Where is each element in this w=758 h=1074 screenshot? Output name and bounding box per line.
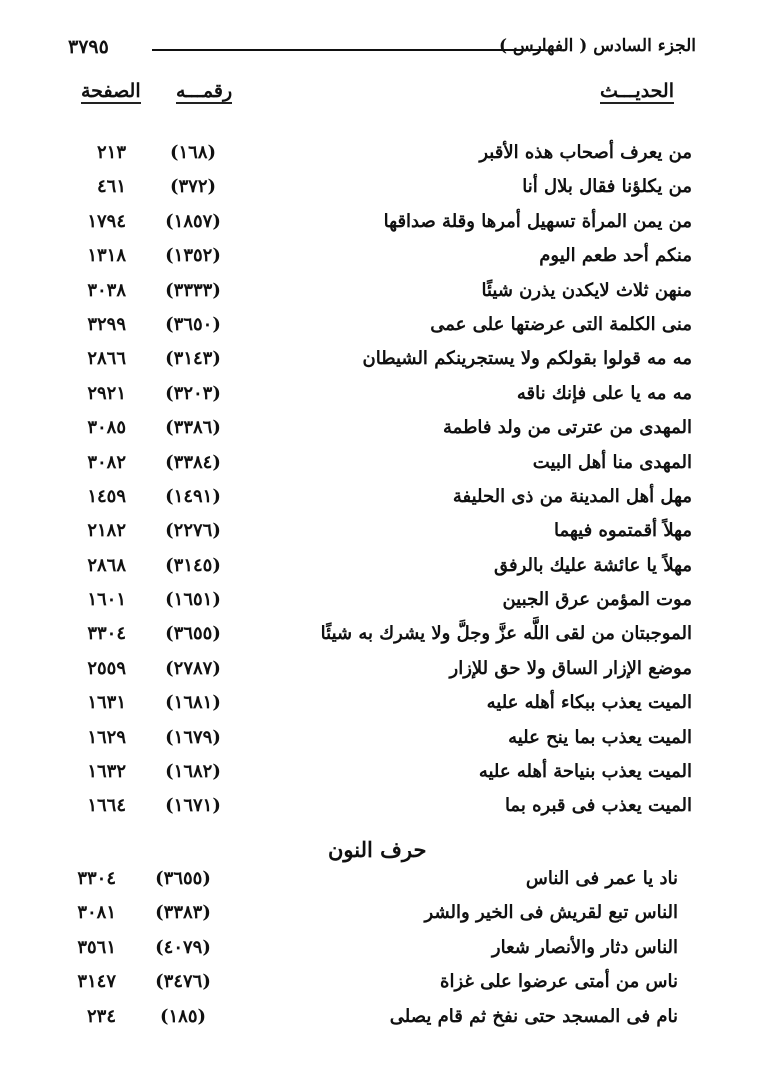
page-ref: ١٦٣١ (87, 692, 126, 714)
table-row (0, 757, 758, 791)
hadith-text: الميت يعذب بنياحة أهله عليه (478, 761, 692, 783)
table-row (0, 138, 758, 172)
page-ref: ٢٨٦٦ (87, 348, 126, 370)
table-row (0, 1002, 758, 1036)
table-row (0, 413, 758, 447)
table-row (0, 344, 758, 378)
page-ref: ٣٠٨٥ (87, 417, 126, 439)
page-header (60, 34, 696, 64)
table-row (0, 864, 758, 898)
hadith-text: مه مه يا على فإنك ناقه (516, 382, 692, 404)
page-ref: ١٣١٨ (87, 245, 126, 267)
hadith-text: ناس من أمتى عرضوا على غزاة (440, 971, 678, 993)
table-row (0, 933, 758, 967)
hadith-number: (٣١٤٥) (165, 554, 221, 576)
hadith-number: (٣٣٨٤) (165, 451, 221, 473)
table-row (0, 448, 758, 482)
hadith-number: (١٦٨١) (165, 692, 221, 714)
hadith-text: موضع الإزار الساق ولا حق للإزار (449, 657, 692, 679)
hadith-number: (١٦٧٩) (165, 726, 221, 748)
hadith-number: (٢٧٨٧) (165, 657, 221, 679)
column-header-number: رقمـــه (176, 80, 233, 102)
table-row (0, 654, 758, 688)
page-ref: ١٦٠١ (87, 589, 126, 611)
table-row (0, 619, 758, 653)
hadith-text: من يمن المرأة تسهيل أمرها وقلة صداقها (383, 210, 692, 232)
page-ref: ٣٣٠٤ (87, 623, 126, 645)
page-ref: ٢٣٤ (86, 1005, 116, 1027)
page-ref: ١٤٥٩ (87, 485, 126, 507)
table-row (0, 516, 758, 550)
hadith-text: مهلاً أقمتموه فيهما (553, 520, 692, 542)
page-ref: ١٦٢٩ (87, 726, 126, 748)
page-ref: ٣٢٩٩ (87, 313, 126, 335)
page-ref: ٢٩٢١ (87, 382, 126, 404)
hadith-number: (٣٣٨٦) (165, 417, 221, 439)
page-ref: ٤٦١ (96, 176, 126, 198)
table-row (0, 898, 758, 932)
header-rule (152, 49, 544, 51)
page-ref: ١٧٩٤ (87, 210, 126, 232)
hadith-text: الميت يعذب فى قبره بما (504, 795, 692, 817)
table-row (0, 241, 758, 275)
hadith-text: الموجبتان من لقى اللَّه عزَّ وجلَّ ولا يشرك به شيئًا (320, 623, 692, 645)
hadith-number: (٣٣٣٣) (165, 279, 221, 301)
hadith-number: (٣٦٥٥) (155, 868, 211, 889)
page-ref: ٣٠٨٢ (87, 451, 126, 473)
hadith-text: منى الكلمة التى عرضتها على عمى (430, 313, 692, 335)
page-ref: ٣٠٨١ (77, 902, 116, 924)
hadith-text: ناد يا عمر فى الناس (525, 868, 678, 889)
hadith-text: مه مه قولوا بقولكم ولا يستجرينكم الشيطان (362, 348, 692, 370)
page-ref: ٢٥٥٩ (87, 657, 126, 679)
hadith-text: نام فى المسجد حتى نفخ ثم قام يصلى (389, 1005, 678, 1027)
hadith-number: (١٦٧١) (165, 795, 221, 817)
hadith-number: (١٣٥٢) (165, 245, 221, 267)
hadith-text: منهن ثلاث لايكدن يذرن شيئًا (481, 279, 692, 301)
table-row (0, 379, 758, 413)
hadith-number: (٣٣٨٣) (155, 902, 211, 924)
page-ref: ٣٠٣٨ (87, 279, 126, 301)
section-table (0, 864, 758, 1036)
table-row (0, 723, 758, 757)
table-row (0, 207, 758, 241)
hadith-text: مهل أهل المدينة من ذى الحليفة (452, 485, 692, 507)
hadith-number: (٣٦٥٠) (165, 313, 221, 335)
hadith-number: (٣٧٢) (169, 176, 217, 198)
hadith-number: (٣٢٠٣) (165, 382, 221, 404)
hadith-number: (٣٦٥٥) (165, 623, 221, 645)
page-ref: ٢٨٦٨ (87, 554, 126, 576)
hadith-number: (١٤٩١) (165, 485, 221, 507)
column-header-hadith: الحديـــث (600, 80, 674, 102)
page-ref: ١٦٣٢ (87, 761, 126, 783)
hadith-number: (١٨٥) (159, 1005, 207, 1027)
page-number: ٣٧٩٥ (68, 36, 109, 58)
table-row (0, 482, 758, 516)
hadith-text: الناس دثار والأنصار شعار (491, 936, 678, 958)
column-header-page: الصفحة (81, 80, 141, 102)
page-ref: ٣١٤٧ (77, 971, 116, 993)
hadith-number: (٣٤٧٦) (155, 971, 211, 993)
page-ref: ٣٥٦١ (77, 936, 116, 958)
table-row (0, 310, 758, 344)
section-heading: حرف النون (328, 837, 427, 862)
hadith-number: (١٨٥٧) (165, 210, 221, 232)
table-row (0, 585, 758, 619)
page-ref: ٢١٣ (96, 142, 126, 163)
table-row (0, 967, 758, 1001)
hadith-number: (١٦٨) (169, 142, 217, 163)
hadith-number: (٣١٤٣) (165, 348, 221, 370)
table-row (0, 172, 758, 206)
hadith-number: (١٦٨٢) (165, 761, 221, 783)
table-row (0, 551, 758, 585)
table-row (0, 791, 758, 825)
hadith-text: المهدى منا أهل البيت (532, 451, 692, 473)
hadith-number: (٢٢٧٦) (165, 520, 221, 542)
hadith-text: الميت يعذب ببكاء أهله عليه (486, 692, 692, 714)
hadith-text: المهدى من عترتى من ولد فاطمة (443, 417, 692, 439)
hadith-text: الميت يعذب بما ينح عليه (508, 726, 692, 748)
index-table (0, 138, 758, 826)
table-row (0, 276, 758, 310)
hadith-text: من يكلؤنا فقال بلال أنا (522, 176, 692, 198)
hadith-number: (٤٠٧٩) (155, 936, 211, 958)
hadith-number: (١٦٥١) (165, 589, 221, 611)
hadith-text: منكم أحد طعم اليوم (539, 245, 692, 267)
page-ref: ٢١٨٢ (87, 520, 126, 542)
table-row (0, 688, 758, 722)
hadith-text: مهلاً يا عائشة عليك بالرفق (493, 554, 692, 576)
page-ref: ١٦٦٤ (87, 795, 126, 817)
hadith-text: من يعرف أصحاب هذه الأقبر (479, 142, 692, 163)
hadith-text: موت المؤمن عرق الجبين (502, 589, 692, 611)
header-title: الجزء السادس ( الفهارس ) (498, 36, 696, 56)
hadith-text: الناس تبع لقريش فى الخير والشر (424, 902, 678, 924)
page-ref: ٣٣٠٤ (77, 868, 116, 889)
